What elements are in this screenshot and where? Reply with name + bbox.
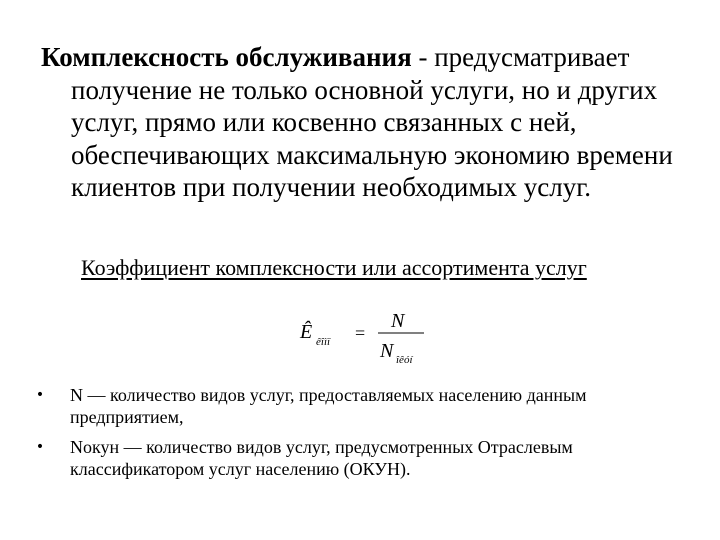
bullet-item [30, 384, 680, 428]
definition-text: предусматривает получение не только основной услуги, но и других услуг, прямо или косвенно связанных с ней, обеспечивающих максимальную экономию времени клиентов при получении необходимых услуг. [71, 42, 673, 202]
definition-dash: - [411, 42, 435, 72]
formula-graphic [0, 300, 720, 372]
formula-equals: = [355, 323, 366, 343]
formula-numerator: N [391, 310, 405, 332]
bullet-marker: • [35, 387, 45, 403]
formula-title: Коэффициент комплексности или ассортимента услуг [81, 255, 587, 280]
bullet-text: Nокун — количество видов услуг, предусмотренных Отраслевым классификатором услуг населению (ОКУН). [70, 437, 573, 479]
definition-term: Комплексность обслуживания [41, 42, 412, 72]
formula-denominator-symbol: N [380, 340, 394, 362]
formula [0, 300, 720, 372]
bullet-list [30, 384, 680, 488]
bullet-marker: • [35, 439, 45, 455]
bullet-item [30, 436, 680, 480]
formula-lhs-subscript: êîìï [316, 336, 331, 348]
definition-paragraph [41, 41, 711, 204]
formula-denominator-subscript: îêóí [396, 354, 413, 366]
bullet-text: N — количество видов услуг, предоставляемых населению данным предприятием, [70, 385, 587, 427]
formula-lhs-symbol: Ê [300, 321, 313, 343]
